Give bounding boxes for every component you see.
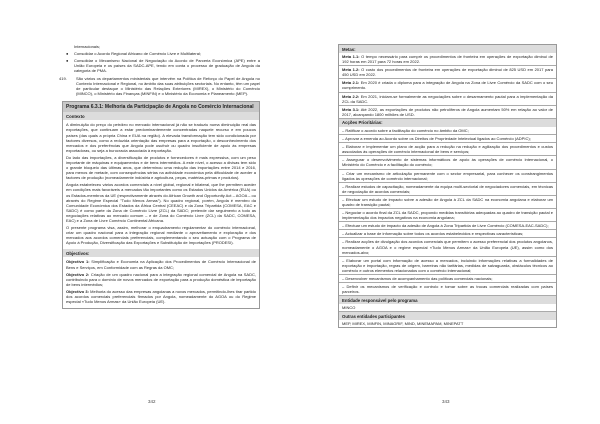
program-title: Programa 6.3.1: Melhoria da Participação de Angola no Comércio Internacional (63, 102, 259, 112)
bullet-item: ● Consolidar o Acordo Regional Africano de Comércio Livre e Multilateral; (66, 51, 201, 57)
action-item: – Negociar o acordo final da ZCL da SADC, propondo medidas transitórias adequadas ao quadro de transição pautal e implementação dos impactos negativos na economia angolana; (339, 209, 556, 222)
bullet-icon: ● (66, 51, 69, 57)
action-item: – Assegurar o desenvolvimento de sistemas informáticos de apoio às operações de comércio internacional, o Ministério do Comércio e a facilitação do comércio; (339, 156, 556, 169)
program-box (62, 101, 260, 309)
top-bullet-list (62, 51, 260, 73)
context-label: Contexto (63, 112, 259, 120)
context-paragraph: A diminuição do preço do petróleo no mercado internacional já não se traduziu numa diminuição real das exportações, que continuam a estar predominantemente concentradas naquele recurso e em poucos países (das quais a própria China e EUA na região). A elevada transformação tem sido condicionada por factores diversos, como a reduzida orientação das empresas para a exportação, o desconhecimento dos mercados e dos preferências que Angola pode usufruir ou quadro insuficiente de apoio às empresas exportadoras, ou seja a burocracia associada à exportação. (66, 122, 256, 153)
page-number: 342 (148, 399, 156, 404)
action-item: – Realizar estudos de capacitação, nomeadamente da equipa multi-sectorial de negociadores comerciais, em técnicas de negociação de acordos comerciais; (339, 183, 556, 196)
page-number: 343 (442, 399, 450, 404)
meta-item: Meta 3.1: Até 2022, as exportações de produtos não petrolíferos de Angola aumentam 50% em relação ao valor de 2017, alcançando 1800 milhões de USD. (339, 106, 556, 119)
action-item: – Desenvolver mecanismos de acompanhamento das políticas comerciais nacionais; (339, 275, 556, 283)
objective-item: Objectivo 2: Criação de um quadro nacional para a integração regional comercial de Angola na SADC, contribuindo para o domínio de novos mercados de exportação para a produção doméstica de importação de bens intermédios; (66, 271, 256, 287)
actions-list (339, 127, 556, 296)
context-paragraph: O presente programa visa, assim, melhorar o enquadramento regulamentar do comércio internacional, criar um quadro nacional para a integração regional mediante o aproveitamento e exploração e dos mercados aos acordos comerciais preferenciais, complementando o seu actuação com o Programa de Apoio à Produção, Diversificação das Exportações e Substituição de Importações (PRODESI). (66, 225, 256, 246)
metas-label: Metas: (339, 45, 556, 53)
participants-value: MEP, MIREX, MINFIN, MINAGRIF, MIND, MINEMAPAM, MINEPATT (342, 321, 464, 327)
objective-item: Objectivo 3: Melhoria do acesso das empresas angolanas a novos mercados, permitindo-lhes tirar partido dos acordos comerciais preferenciais firmados por Angola, nomeadamente do AGOA ou do Regime especial «Tudo Menos Armas» da União Europeia (UE). (66, 288, 256, 305)
action-item: – Realizar acções de divulgação dos acordos comerciais que permitem o acesso preferencial dos produtos angolanos, nomeadamente o AGOA e o regime especial «Tudo Menos Armas» da União Europeia (UE), assim como dos mercados-alvo; (339, 238, 556, 256)
meta-item: Meta 2.2: Em 2021, iniciam-se formalmente as negociações sobre o desarmamento pautal para a implementação da ZCL da SADC. (339, 93, 556, 106)
action-item: – Elaborar um portal com informação de acesso a mercados, incluindo informações relativas a formalidades de exportação e importação, regras de origem, barreiras não tarifárias, medidas de salvaguarda, obstáculos técnicos ao comércio e outros elementos relacionados com o comércio internacional; (339, 257, 556, 275)
continuation-text: Internacionais; (74, 44, 101, 49)
metas-box (338, 44, 557, 328)
action-item: – Efectuar um estudo de impacto sobre a adesão de Angola à ZCL da SADC na economia angolana e elaborar um quadro de transição pautal; (339, 196, 556, 209)
action-item: – Elaborar e implementar um plano de acção para a redução na redução e agilização dos procedimentos e custos associados às operações de comércio internacional de bens e serviços; (339, 143, 556, 156)
action-item: – Actualizar a base de informação sobre todos os acordos estabelecidos e respectivas características; (339, 230, 556, 238)
context-paragraph: Angola estabeleceu vários acordos comerciais a nível global, regional e bilateral, que lhe permitem aceder em condições mais favoráveis a mercados tão importantes como os Estados Unidos da América (EUA) ou os Estados-membros da UE (respectivamente através do African Growth and Opportunity Act – AGOA – ou através do Regime Especial "Tudo Menos Armas"). No quadro regional, porém, Angola é membro da Comunidade Económica dos Estados da África Central (CEEAC) e da Zona Tripartida (COMESA, EAC e SADC) é como parte da Zona de Comércio Livre (ZCL) da SADC; pretende dar seguimento a todo as negociações relativas ao mercado comum – e de Zona do Comércio Livre (ZCL) da SADC, COMESA, EAC) e a Zona de Livre Comércio Continental Africana. (66, 182, 256, 224)
context-body (63, 120, 259, 249)
participants-label: Outras entidades participantes (339, 312, 556, 320)
context-paragraph: Do lado das importações, a diversificação de produtos e fornecedores é mais expressiva, com um peso importante de máquinas e equipamentos e de bens intermédios. A este nível, o acesso a divisas tem sido o grande bloqueio das últimas anos, que determinou uma redução das importações entre 2014 e 2016, para menos de metade, com consequências sérias na actividade económica pela dificuldade de aceder a factores de produção (nomeadamente indústria e agricultura, peças, matérias-primas e produtos). (66, 154, 256, 181)
meta-item: Meta 1.1: O tempo necessário para cumprir os procedimentos de fronteira em operações de exportação diminui de 192 horas em 2017 para 72 horas em 2022. (339, 53, 556, 66)
action-item: – Ratificar o acordo sobre a facilitação do comércio no âmbito da OMC; (339, 127, 556, 135)
right-page (300, 0, 600, 424)
responsible-label: Entidade responsável pelo programa (339, 296, 556, 304)
action-item: – Definir os mecanismos de verificação e controlo e tomar sobre as trocas comerciais realizadas com países parceiros. (339, 283, 556, 296)
bullet-icon: ● (66, 57, 69, 63)
meta-item: Meta 2.1: Em 2020 é criada o diploma para a integração de Angola na Zona de Livre Comércio da SADC com o seu cumprimento. (339, 79, 556, 92)
meta-item: Meta 1.2: O custo dos procedimentos de fronteira em operações de exportação diminui de 825 USD em 2017 para 450 USD em 2022. (339, 66, 556, 79)
actions-label: Acções Prioritárias: (339, 119, 556, 127)
responsible-value: MINCO (339, 304, 556, 312)
numbered-paragraph: 419. São vários os departamentos ministeriais que intervêm na Política de Reforço do Papel de Angola no Contexto Internacional e Regional, no âmbito das suas atribuições sectoriais. No entanto, têm um papel de particular destaque o Ministério das Relações Exteriores (MIREX), o Ministério do Comércio (MINCO), o Ministério das Finanças (MINFIN) e o Ministério da Economia e Planeamento (MEP). (59, 75, 260, 97)
metas-list (339, 53, 556, 119)
objectives-body (63, 257, 259, 308)
action-item: – Criar um mecanismo de articulação permanente com o sector empresarial, para conhecer os constrangimentos ligados às operações de comércio internacional; (339, 170, 556, 183)
action-item: – Efectuar um estudo de impacto da adesão de Angola à Zona Tripartida de Livre Comércio (COMESA-EAC-SADC); (339, 222, 556, 230)
bullet-item: ● Consolidar o Mecanismo Nacional de Negociação do Acordo de Parceria Económica (APE) entre a União Europeia e os países da SADC-APE, tendo em conta o processo de graduação de Angola da categoria de PMA. (66, 57, 260, 74)
objective-item: Objectivo 1: Simplificação e Economia na Aplicação dos Procedimentos de Comércio Internacional de Bens e Serviços, em Conformidade com as Regras da OMC; (66, 259, 256, 270)
action-item: – Aprovar a emenda ao Acordo sobre os Direitos de Propriedade Intelectual ligados ao Comércio (ADPIC); (339, 135, 556, 143)
objectives-label: Objectivos: (63, 249, 259, 257)
